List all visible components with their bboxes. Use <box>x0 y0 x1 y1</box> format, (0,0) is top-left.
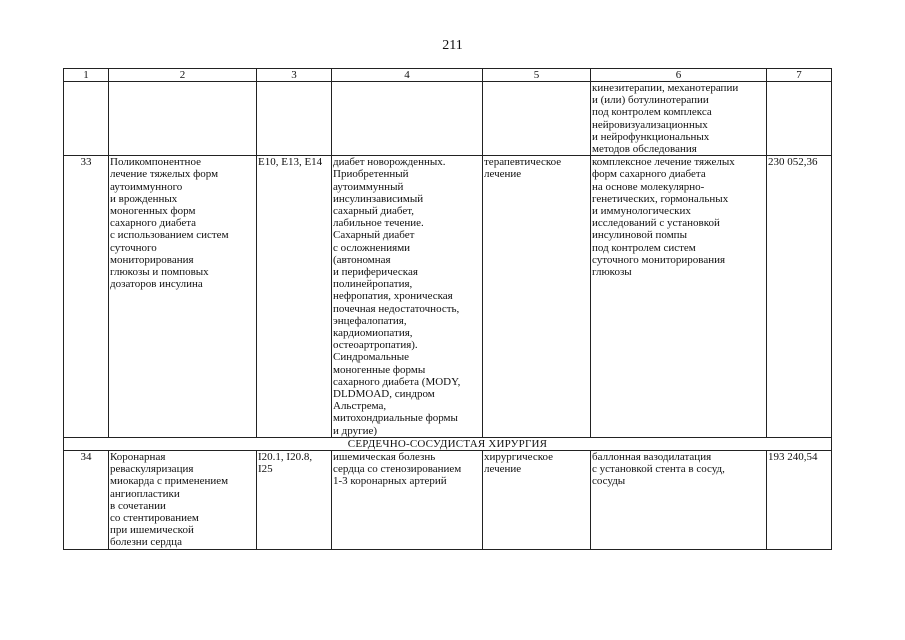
cost-cell: 230 052,36 <box>767 156 832 438</box>
treatment-type-cell: терапевтическое лечение <box>483 156 591 438</box>
table-cell <box>767 82 832 156</box>
table-row-34 <box>64 450 832 549</box>
row-number: 34 <box>64 450 109 549</box>
section-header-row <box>64 437 832 450</box>
column-number-header-row <box>64 69 832 82</box>
patient-model-cell: ишемическая болезнь сердца со стенозированием 1-3 коронарных артерий <box>332 450 483 549</box>
column-header: 7 <box>767 69 832 82</box>
row-number: 33 <box>64 156 109 438</box>
column-header: 4 <box>332 69 483 82</box>
column-header: 1 <box>64 69 109 82</box>
column-header: 3 <box>257 69 332 82</box>
treatment-type-cell: хирургическое лечение <box>483 450 591 549</box>
service-name-cell: Коронарная реваскуляризация миокарда с применением ангиопластики в сочетании со стентированием при ишемической болезни сердца <box>109 450 257 549</box>
column-header: 2 <box>109 69 257 82</box>
table-cell <box>64 82 109 156</box>
table-cell <box>257 82 332 156</box>
method-cell: баллонная вазодилатация с установкой стента в сосуд, сосуды <box>591 450 767 549</box>
column-header: 6 <box>591 69 767 82</box>
cost-cell: 193 240,54 <box>767 450 832 549</box>
table-cell <box>109 82 257 156</box>
method-cell: кинезитерапии, механотерапии и (или) ботулинотерапии под контролем комплекса нейровизуализационных и нейрофункциональных методов обследования <box>591 82 767 156</box>
continuation-row <box>64 82 832 156</box>
medical-services-table <box>63 68 832 550</box>
method-cell: комплексное лечение тяжелых форм сахарного диабета на основе молекулярно- генетических, гормональных и иммунологических исследований с установкой инсулиновой помпы под контролем систем суточного мониторирования глюкозы <box>591 156 767 438</box>
table-row-33 <box>64 156 832 438</box>
section-title: СЕРДЕЧНО-СОСУДИСТАЯ ХИРУРГИЯ <box>64 437 832 450</box>
column-header: 5 <box>483 69 591 82</box>
page-number: 211 <box>442 38 463 53</box>
table-cell <box>332 82 483 156</box>
table-cell <box>483 82 591 156</box>
icd-codes-cell: E10, E13, E14 <box>257 156 332 438</box>
patient-model-cell: диабет новорожденных. Приобретенный аутоиммунный инсулинзависимый сахарный диабет, лабильное течение. Сахарный диабет с осложнениями (автономная и периферическая полинейропатия, нефропатия, хроническая почечная недостаточность, энцефалопатия, кардиомиопатия, остеоартропатия). Синдромальные моногенные формы сахарного диабета (MODY, DLDMOAD, синдром Альстрема, митохондриальные формы и другие) <box>332 156 483 438</box>
service-name-cell: Поликомпонентное лечение тяжелых форм аутоиммунного и врожденных моногенных форм сахарного диабета с использованием систем суточного мониторирования глюкозы и помповых дозаторов инсулина <box>109 156 257 438</box>
icd-codes-cell: I20.1, I20.8, I25 <box>257 450 332 549</box>
